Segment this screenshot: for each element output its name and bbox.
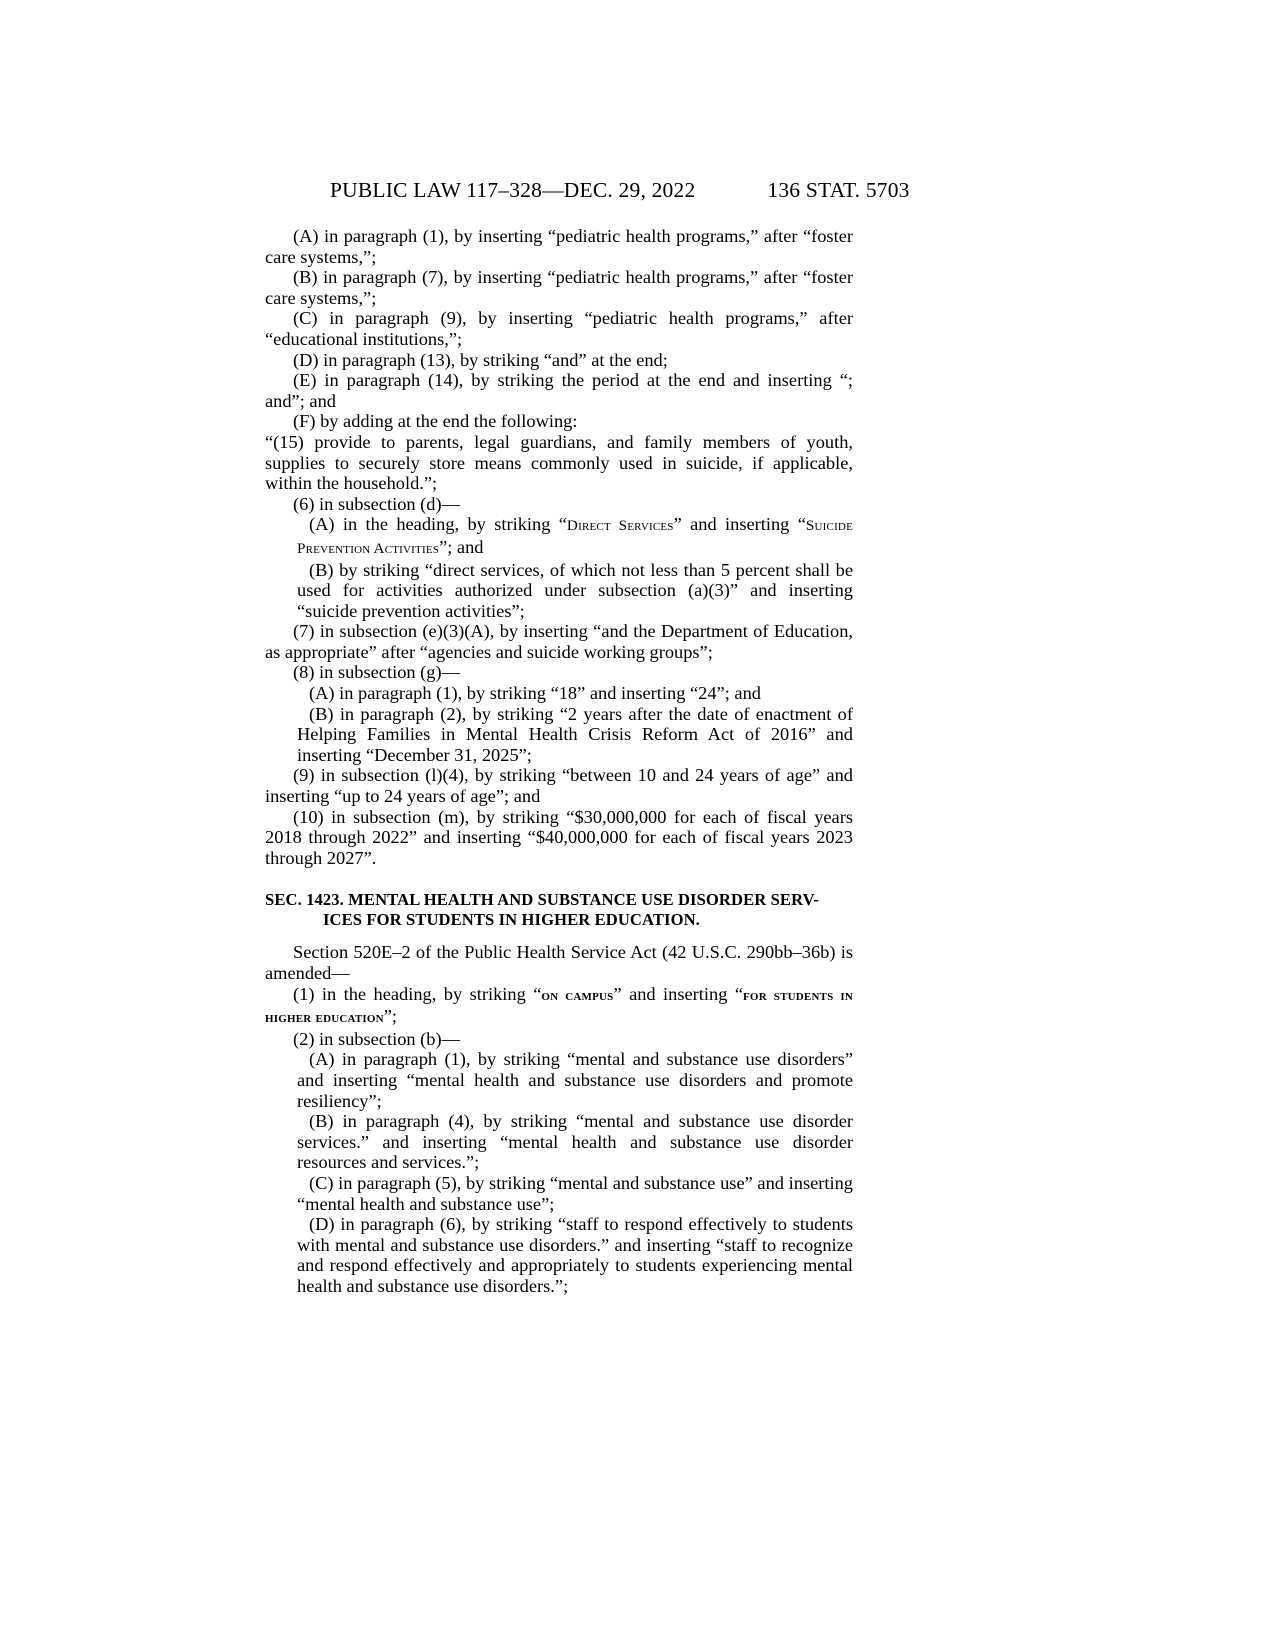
paragraph-d-13: (D) in paragraph (13), by striking “and” at the end;	[293, 349, 668, 370]
item-10-subsection-m: (10) in subsection (m), by striking “$30,000,000 for each of fiscal years 2018 through 2022” and inserting “$40,000,000 for each of fiscal years 2023 through 2027”.	[265, 806, 853, 868]
item-7-subsection-e: (7) in subsection (e)(3)(A), by inserting “and the Department of Education, as appropriate” after “agencies and suicide working groups”;	[265, 621, 853, 662]
item-1-heading-amend	[265, 984, 853, 1029]
smallcaps-suicide-prevention-activities: Suicide Prevention Activities	[297, 517, 853, 557]
text-between-smallcaps-2: ” and inserting “	[613, 983, 744, 1004]
item-6-a-heading	[265, 514, 853, 559]
item-6-subsection-d: (6) in subsection (d)—	[293, 493, 461, 514]
paragraph-f-add-end: (F) by adding at the end the following:	[293, 411, 578, 432]
smallcaps-on-campus: on campus	[541, 986, 614, 1004]
header-law-citation: PUBLIC LAW 117–328—DEC. 29, 2022	[330, 178, 696, 202]
section-heading-line-1: SEC. 1423. MENTAL HEALTH AND SUBSTANCE USE DISORDER SERV-	[265, 890, 820, 910]
section-intro: Section 520E–2 of the Public Health Service Act (42 U.S.C. 290bb–36b) is amended—	[265, 942, 853, 983]
text-between-smallcaps: ” and inserting “	[673, 514, 806, 535]
text-before-smallcaps-2: (1) in the heading, by striking “	[293, 983, 542, 1004]
text-before-smallcaps-1: (A) in the heading, by striking “	[309, 514, 567, 535]
item-9-subsection-l: (9) in subsection (l)(4), by striking “between 10 and 24 years of age” and inserting “up to 24 years of age”; and	[265, 765, 853, 807]
item-2-subsection-b: (2) in subsection (b)—	[293, 1028, 461, 1049]
page-body	[265, 226, 853, 1297]
item-8-b: (B) in paragraph (2), by striking “2 years after the date of enactment of Helping Families in Mental Health Crisis Reform Act of 2016” and inserting “December 31, 2025”;	[297, 703, 853, 765]
item-6-b-strike: (B) by striking “direct services, of which not less than 5 percent shall be used for activities authorized under subsection (a)(3)” and inserting “suicide prevention activities”;	[297, 559, 853, 621]
paragraph-e-14: (E) in paragraph (14), by striking the period at the end and inserting “; and”; and	[265, 370, 853, 411]
item-2-b: (B) in paragraph (4), by striking “mental and substance use disorder services.” and inserting “mental health and substance use disorder resources and services.”;	[297, 1111, 853, 1173]
smallcaps-direct-services: Direct Services	[566, 517, 674, 535]
paragraph-b-7: (B) in paragraph (7), by inserting “pediatric health programs,” after “foster care systems,”;	[265, 267, 853, 308]
item-2-c: (C) in paragraph (5), by striking “mental and substance use” and inserting “mental health and substance use”;	[297, 1172, 853, 1214]
text-after-smallcaps-1: ”; and	[439, 536, 484, 557]
item-8-a: (A) in paragraph (1), by striking “18” and inserting “24”; and	[309, 683, 761, 704]
header-stat-citation: 136 STAT. 5703	[767, 178, 910, 202]
paragraph-a-1: (A) in paragraph (1), by inserting “pediatric health programs,” after “foster care systems,”;	[265, 226, 853, 267]
item-2-a: (A) in paragraph (1), by striking “mental and substance use disorders” and inserting “mental health and substance use disorders and promote resiliency”;	[297, 1049, 853, 1111]
paragraph-c-9: (C) in paragraph (9), by inserting “pediatric health programs,” after “educational institutions,”;	[265, 308, 853, 349]
section-heading-line-2: ICES FOR STUDENTS IN HIGHER EDUCATION.	[323, 910, 700, 930]
smallcaps-for-students-in-higher-education: for students in higher education	[265, 986, 854, 1027]
item-8-subsection-g: (8) in subsection (g)—	[293, 662, 461, 683]
item-2-d: (D) in paragraph (6), by striking “staff to respond effectively to students with mental and substance use disorders.” and inserting “staff to recognize and respond effectively and appropriately to students experiencing mental health and substance use disorders.”;	[297, 1214, 853, 1296]
quoted-paragraph-15: “(15) provide to parents, legal guardians, and family members of youth, supplies to securely store means commonly used in suicide, if applicable, within the household.”;	[265, 431, 853, 494]
text-after-smallcaps-2: ”;	[383, 1006, 398, 1027]
section-heading-1423	[265, 890, 853, 930]
page-header	[330, 178, 1000, 203]
